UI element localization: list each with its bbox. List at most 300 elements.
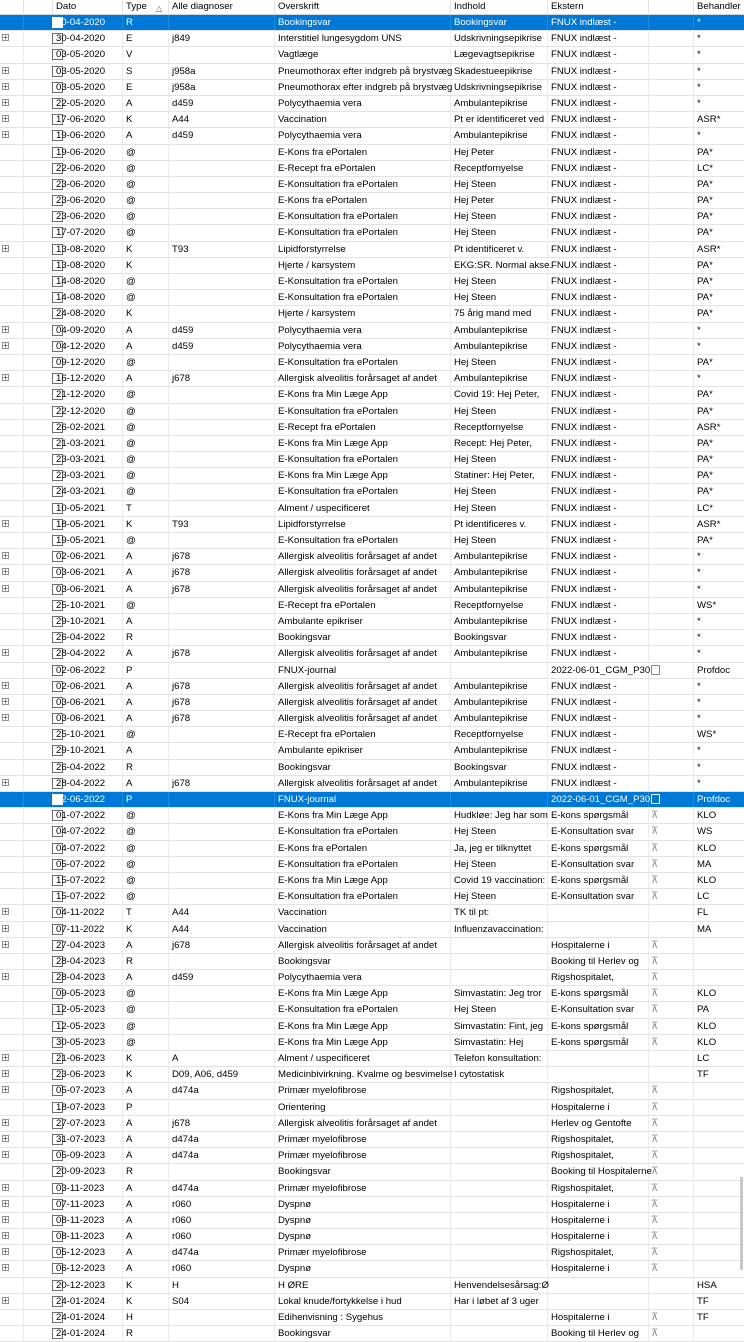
table-row[interactable] — [0, 646, 744, 662]
expand-cell[interactable] — [0, 549, 24, 564]
select-cell[interactable] — [24, 857, 53, 872]
select-cell[interactable] — [24, 1213, 53, 1228]
expand-cell — [0, 1019, 24, 1034]
select-cell[interactable] — [24, 841, 53, 856]
select-cell[interactable] — [24, 954, 53, 969]
expand-cell[interactable] — [0, 679, 24, 694]
table-row[interactable] — [0, 371, 744, 387]
select-cell[interactable] — [24, 970, 53, 985]
table-row[interactable] — [0, 889, 744, 905]
select-cell[interactable] — [24, 1019, 53, 1034]
table-row[interactable] — [0, 1278, 744, 1294]
select-cell[interactable] — [24, 679, 53, 694]
expand-plus-icon[interactable]: + — [3, 324, 8, 334]
select-cell[interactable] — [24, 808, 53, 823]
expand-plus-icon[interactable]: + — [3, 1085, 8, 1095]
header-diagnoser[interactable]: Alle diagnoser — [169, 0, 275, 14]
expand-plus-icon[interactable]: + — [3, 1182, 8, 1192]
expand-plus-icon[interactable]: + — [3, 1214, 8, 1224]
select-cell[interactable] — [24, 258, 53, 273]
expand-plus-icon[interactable]: + — [3, 1133, 8, 1143]
expand-plus-icon[interactable]: + — [3, 33, 8, 43]
overskrift-cell: Dyspnø — [275, 1213, 451, 1228]
expand-cell[interactable] — [0, 96, 24, 111]
ekstern-cell: FNUX indlæst - — [548, 679, 649, 694]
select-cell[interactable] — [24, 938, 53, 953]
expand-plus-icon[interactable]: + — [3, 777, 8, 787]
expand-plus-icon[interactable]: + — [3, 97, 8, 107]
expand-plus-icon[interactable]: + — [3, 939, 8, 949]
table-row[interactable] — [0, 1019, 744, 1035]
behandler-cell: PA* — [697, 276, 713, 287]
select-cell[interactable] — [24, 209, 53, 224]
select-cell[interactable] — [24, 1164, 53, 1179]
header-type[interactable]: Type — [123, 0, 169, 14]
pin-icon[interactable]: ⊼ — [651, 826, 659, 838]
table-row[interactable] — [0, 225, 744, 241]
indhold-cell: Pt identificeret v. — [451, 242, 548, 257]
header-indhold[interactable]: Indhold — [451, 0, 548, 14]
select-cell[interactable] — [24, 549, 53, 564]
table-row[interactable] — [0, 80, 744, 96]
table-row[interactable] — [0, 549, 744, 565]
pin-icon[interactable]: ⊼ — [651, 1133, 659, 1145]
expand-plus-icon[interactable]: + — [3, 972, 8, 982]
table-row[interactable] — [0, 306, 744, 322]
pin-icon[interactable]: ⊼ — [651, 1312, 659, 1323]
select-cell[interactable] — [24, 420, 53, 435]
expand-cell[interactable] — [0, 1148, 24, 1163]
expand-cell[interactable] — [0, 1229, 24, 1244]
select-cell[interactable] — [24, 47, 53, 62]
indhold-cell: Ambulantepikrise — [451, 565, 548, 580]
table-row[interactable] — [0, 47, 744, 63]
expand-plus-icon[interactable]: + — [3, 1053, 8, 1062]
table-row[interactable] — [0, 517, 744, 533]
pin-icon[interactable]: ⊼ — [651, 858, 659, 870]
table-row[interactable] — [0, 711, 744, 727]
select-cell[interactable] — [24, 355, 53, 370]
table-row[interactable] — [0, 1245, 744, 1261]
select-cell[interactable] — [24, 290, 53, 305]
ekstern-cell: FNUX indlæst - — [548, 711, 649, 726]
select-cell[interactable] — [24, 1197, 53, 1212]
select-cell[interactable] — [24, 1326, 53, 1341]
table-row[interactable] — [0, 1067, 744, 1083]
dato-cell: 15-07-2022 — [53, 873, 123, 888]
select-cell[interactable] — [24, 889, 53, 904]
select-cell[interactable] — [24, 565, 53, 580]
expand-plus-icon[interactable]: + — [3, 1069, 8, 1079]
select-cell[interactable] — [24, 1245, 53, 1260]
pin-icon[interactable]: ⊼ — [651, 939, 659, 951]
table-row[interactable] — [0, 986, 744, 1002]
pin-icon[interactable]: ⊼ — [651, 1150, 659, 1162]
expand-cell[interactable] — [0, 1051, 24, 1066]
select-cell[interactable] — [24, 743, 53, 758]
select-cell[interactable] — [24, 31, 53, 46]
expand-cell[interactable] — [0, 1294, 24, 1309]
select-cell[interactable] — [24, 436, 53, 451]
table-row[interactable] — [0, 484, 744, 500]
pin-icon[interactable]: ⊼ — [651, 891, 659, 903]
expand-plus-icon[interactable]: + — [3, 1263, 8, 1273]
expand-plus-icon[interactable]: + — [3, 1198, 8, 1208]
table-row[interactable] — [0, 1310, 744, 1326]
pin-icon[interactable]: ⊼ — [651, 1085, 659, 1097]
expand-cell[interactable] — [0, 905, 24, 920]
select-cell[interactable] — [24, 96, 53, 111]
expand-plus-icon[interactable]: + — [3, 551, 8, 561]
ekstern-cell: FNUX indlæst - — [548, 436, 649, 451]
select-cell[interactable] — [24, 225, 53, 240]
table-row[interactable] — [0, 1294, 744, 1310]
pin-icon[interactable]: ⊼ — [651, 1231, 659, 1243]
select-cell[interactable] — [24, 1100, 53, 1115]
table-row[interactable] — [0, 290, 744, 306]
expand-cell[interactable] — [0, 776, 24, 791]
select-cell[interactable] — [24, 145, 53, 160]
table-row[interactable] — [0, 1164, 744, 1180]
table-row[interactable] — [0, 954, 744, 970]
select-cell[interactable] — [24, 905, 53, 920]
select-cell[interactable] — [24, 1035, 53, 1050]
pin-icon[interactable]: ⊼ — [651, 972, 659, 984]
table-row[interactable] — [0, 468, 744, 484]
expand-cell[interactable] — [0, 112, 24, 127]
table-row[interactable] — [0, 938, 744, 954]
table-row[interactable] — [0, 776, 744, 792]
select-cell[interactable] — [24, 663, 53, 678]
behandler-cell: * — [697, 648, 701, 660]
table-row[interactable] — [0, 436, 744, 452]
table-row[interactable] — [0, 533, 744, 549]
expand-cell[interactable] — [0, 695, 24, 710]
header-ekstern[interactable]: Ekstern — [548, 0, 649, 14]
diagnose-cell: d474a — [169, 1181, 275, 1196]
select-cell[interactable] — [24, 501, 53, 516]
expand-cell[interactable] — [0, 970, 24, 985]
table-row[interactable] — [0, 1002, 744, 1018]
table-row[interactable] — [0, 598, 744, 614]
select-cell[interactable] — [24, 64, 53, 79]
table-row[interactable] — [0, 905, 744, 921]
pin-icon[interactable]: ⊼ — [651, 955, 659, 967]
expand-cell[interactable] — [0, 31, 24, 46]
dato-cell: 02-06-2022 — [53, 792, 123, 807]
table-row[interactable] — [0, 970, 744, 986]
expand-plus-icon[interactable]: + — [3, 1295, 8, 1305]
select-cell[interactable] — [24, 873, 53, 888]
expand-plus-icon[interactable]: + — [3, 130, 8, 140]
table-row[interactable] — [0, 760, 744, 776]
pin-icon[interactable]: ⊼ — [651, 1214, 659, 1226]
select-cell[interactable] — [24, 1083, 53, 1098]
document-icon[interactable] — [651, 665, 660, 675]
pin-icon[interactable]: ⊼ — [651, 1117, 659, 1129]
expand-cell[interactable] — [0, 1213, 24, 1228]
select-cell[interactable] — [24, 1002, 53, 1017]
expand-plus-icon[interactable]: + — [3, 923, 8, 933]
select-cell[interactable] — [24, 1132, 53, 1147]
table-row[interactable] — [0, 679, 744, 695]
table-row[interactable] — [0, 1181, 744, 1197]
table-row[interactable] — [0, 1148, 744, 1164]
table-row[interactable] — [0, 15, 744, 31]
select-cell[interactable] — [24, 404, 53, 419]
table-row[interactable] — [0, 1197, 744, 1213]
expand-plus-icon[interactable]: + — [3, 907, 8, 917]
expand-cell[interactable] — [0, 1132, 24, 1147]
expand-cell[interactable] — [0, 565, 24, 580]
select-cell[interactable] — [24, 468, 53, 483]
table-row[interactable] — [0, 258, 744, 274]
expand-plus-icon[interactable]: + — [3, 340, 8, 350]
table-row[interactable] — [0, 177, 744, 193]
table-row[interactable] — [0, 274, 744, 290]
overskrift-cell: E-Konsultation fra ePortalen — [275, 290, 451, 305]
expand-cell[interactable] — [0, 922, 24, 937]
table-row[interactable] — [0, 727, 744, 743]
select-cell[interactable] — [24, 1181, 53, 1196]
table-row[interactable] — [0, 404, 744, 420]
pin-icon[interactable]: ⊼ — [651, 874, 659, 886]
select-cell[interactable] — [24, 1278, 53, 1293]
expand-cell[interactable] — [0, 711, 24, 726]
pin-icon[interactable]: ⊼ — [651, 1182, 659, 1194]
expand-plus-icon[interactable]: + — [3, 518, 8, 528]
select-cell[interactable] — [24, 598, 53, 613]
expand-plus-icon[interactable]: + — [3, 1150, 8, 1160]
select-cell[interactable] — [24, 193, 53, 208]
diagnose-cell — [169, 501, 275, 516]
select-cell[interactable] — [24, 792, 53, 807]
select-cell[interactable] — [24, 242, 53, 257]
expand-cell[interactable] — [0, 128, 24, 143]
expand-plus-icon[interactable]: + — [3, 1117, 8, 1127]
table-row[interactable] — [0, 1132, 744, 1148]
expand-cell[interactable] — [0, 1067, 24, 1082]
table-row[interactable] — [0, 695, 744, 711]
table-row[interactable] — [0, 1051, 744, 1067]
expand-plus-icon[interactable]: + — [3, 583, 8, 593]
table-row[interactable] — [0, 323, 744, 339]
table-row[interactable] — [0, 873, 744, 889]
expand-cell[interactable] — [0, 1083, 24, 1098]
expand-plus-icon[interactable]: + — [3, 81, 8, 91]
select-cell[interactable] — [24, 274, 53, 289]
table-row[interactable] — [0, 841, 744, 857]
pin-icon[interactable]: ⊼ — [651, 1263, 659, 1275]
select-cell[interactable] — [24, 727, 53, 742]
expand-cell[interactable] — [0, 242, 24, 257]
select-cell[interactable] — [24, 695, 53, 710]
pin-icon[interactable]: ⊼ — [651, 1020, 659, 1032]
type-cell: R — [123, 630, 169, 645]
icon-cell — [649, 452, 694, 467]
table-row[interactable] — [0, 565, 744, 581]
expand-plus-icon[interactable]: + — [3, 713, 8, 723]
select-cell[interactable] — [24, 452, 53, 467]
table-row[interactable] — [0, 387, 744, 403]
table-row[interactable] — [0, 193, 744, 209]
select-cell[interactable] — [24, 824, 53, 839]
select-cell[interactable] — [24, 128, 53, 143]
expand-cell[interactable] — [0, 1197, 24, 1212]
select-cell[interactable] — [24, 177, 53, 192]
select-cell[interactable] — [24, 15, 53, 30]
table-row[interactable] — [0, 420, 744, 436]
select-cell[interactable] — [24, 614, 53, 629]
select-cell[interactable] — [24, 760, 53, 775]
expand-plus-icon[interactable]: + — [3, 696, 8, 706]
table-row[interactable] — [0, 96, 744, 112]
table-row[interactable] — [0, 663, 744, 679]
expand-cell[interactable] — [0, 1245, 24, 1260]
select-cell[interactable] — [24, 582, 53, 597]
dato-cell: 03-06-2021 — [53, 565, 123, 580]
expand-cell[interactable] — [0, 938, 24, 953]
table-row[interactable] — [0, 582, 744, 598]
table-row[interactable] — [0, 209, 744, 225]
expand-cell[interactable] — [0, 64, 24, 79]
behandler-cell: WS* — [697, 599, 717, 611]
select-cell[interactable] — [24, 371, 53, 386]
dato-cell: 02-06-2021 — [53, 679, 123, 694]
select-cell[interactable] — [24, 986, 53, 1001]
pin-icon[interactable]: ⊼ — [651, 1101, 659, 1113]
table-row[interactable] — [0, 355, 744, 371]
table-row[interactable] — [0, 1261, 744, 1277]
header-behandler[interactable]: Behandler — [697, 1, 741, 12]
pin-icon[interactable]: ⊼ — [651, 1247, 659, 1259]
pin-icon[interactable]: ⊼ — [651, 1004, 659, 1016]
table-row[interactable] — [0, 112, 744, 128]
select-cell[interactable] — [24, 323, 53, 338]
expand-cell[interactable] — [0, 582, 24, 597]
expand-cell[interactable] — [0, 646, 24, 661]
select-cell[interactable] — [24, 306, 53, 321]
expand-cell[interactable] — [0, 323, 24, 338]
table-row[interactable] — [0, 31, 744, 47]
overskrift-cell: E-Kons fra Min Læge App — [275, 468, 451, 483]
dato-cell: 23-06-2023 — [53, 1067, 123, 1082]
table-row[interactable] — [0, 614, 744, 630]
select-cell[interactable] — [24, 339, 53, 354]
type-cell: A — [123, 1181, 169, 1196]
table-row[interactable] — [0, 743, 744, 759]
table-row[interactable] — [0, 1116, 744, 1132]
pin-icon[interactable]: ⊼ — [651, 810, 659, 822]
table-row[interactable] — [0, 64, 744, 80]
type-cell: A — [123, 646, 169, 661]
table-row[interactable] — [0, 161, 744, 177]
overskrift-cell: E-Kons fra Min Læge App — [275, 808, 451, 823]
select-cell[interactable] — [24, 161, 53, 176]
select-cell[interactable] — [24, 517, 53, 532]
pin-icon[interactable]: ⊼ — [651, 1036, 659, 1048]
select-cell[interactable] — [24, 80, 53, 95]
expand-plus-icon[interactable]: + — [3, 1247, 8, 1257]
expand-plus-icon[interactable]: + — [3, 65, 8, 75]
indhold-cell: Har i løbet af 3 uger — [451, 1294, 548, 1309]
table-row[interactable] — [0, 1035, 744, 1051]
select-cell[interactable] — [24, 1051, 53, 1066]
select-cell[interactable] — [24, 1310, 53, 1325]
expand-plus-icon[interactable]: + — [3, 1231, 8, 1241]
table-row[interactable] — [0, 452, 744, 468]
header-overskrift[interactable]: Overskrift — [275, 0, 451, 14]
indhold-cell: Ambulantepikrise — [451, 371, 548, 386]
select-cell[interactable] — [24, 484, 53, 499]
expand-cell[interactable] — [0, 517, 24, 532]
pin-icon[interactable]: ⊼ — [651, 1328, 659, 1340]
table-row[interactable] — [0, 501, 744, 517]
select-cell[interactable] — [24, 1261, 53, 1276]
table-row[interactable] — [0, 1229, 744, 1245]
table-row[interactable] — [0, 145, 744, 161]
table-row[interactable] — [0, 1213, 744, 1229]
table-row[interactable] — [0, 792, 744, 808]
expand-cell[interactable] — [0, 1116, 24, 1131]
table-row[interactable] — [0, 824, 744, 840]
select-cell[interactable] — [24, 922, 53, 937]
table-row[interactable] — [0, 1326, 744, 1342]
expand-cell[interactable] — [0, 1181, 24, 1196]
expand-plus-icon[interactable]: + — [3, 114, 8, 124]
table-row[interactable] — [0, 630, 744, 646]
table-row[interactable] — [0, 808, 744, 824]
table-row[interactable] — [0, 339, 744, 355]
expand-cell[interactable] — [0, 371, 24, 386]
select-cell[interactable] — [24, 112, 53, 127]
expand-cell[interactable] — [0, 1261, 24, 1276]
select-cell[interactable] — [24, 1148, 53, 1163]
table-row[interactable] — [0, 857, 744, 873]
expand-plus-icon[interactable]: + — [3, 243, 8, 253]
expand-plus-icon[interactable]: + — [3, 680, 8, 690]
expand-cell[interactable] — [0, 80, 24, 95]
document-icon[interactable] — [651, 794, 660, 804]
pin-icon[interactable]: ⊼ — [651, 1198, 659, 1210]
select-cell[interactable] — [24, 1229, 53, 1244]
table-row[interactable] — [0, 242, 744, 258]
expand-cell[interactable] — [0, 339, 24, 354]
table-row[interactable] — [0, 128, 744, 144]
scrollbar-thumb[interactable] — [740, 1177, 743, 1270]
select-cell[interactable] — [24, 1067, 53, 1082]
select-cell[interactable] — [24, 776, 53, 791]
table-row[interactable] — [0, 922, 744, 938]
dato-cell: 24-08-2020 — [53, 306, 123, 321]
select-cell[interactable] — [24, 387, 53, 402]
select-cell[interactable] — [24, 630, 53, 645]
expand-plus-icon[interactable]: + — [3, 567, 8, 577]
expand-plus-icon[interactable]: + — [3, 648, 8, 658]
pin-icon[interactable]: ⊼ — [651, 1166, 659, 1178]
select-cell[interactable] — [24, 646, 53, 661]
table-row[interactable] — [0, 1100, 744, 1116]
expand-plus-icon[interactable]: + — [3, 373, 8, 383]
select-cell[interactable] — [24, 711, 53, 726]
pin-icon[interactable]: ⊼ — [651, 842, 659, 854]
select-cell[interactable] — [24, 1294, 53, 1309]
table-row[interactable] — [0, 1083, 744, 1099]
type-cell: @ — [123, 209, 169, 224]
select-cell[interactable] — [24, 533, 53, 548]
pin-icon[interactable]: ⊼ — [651, 988, 659, 1000]
select-cell[interactable] — [24, 1116, 53, 1131]
